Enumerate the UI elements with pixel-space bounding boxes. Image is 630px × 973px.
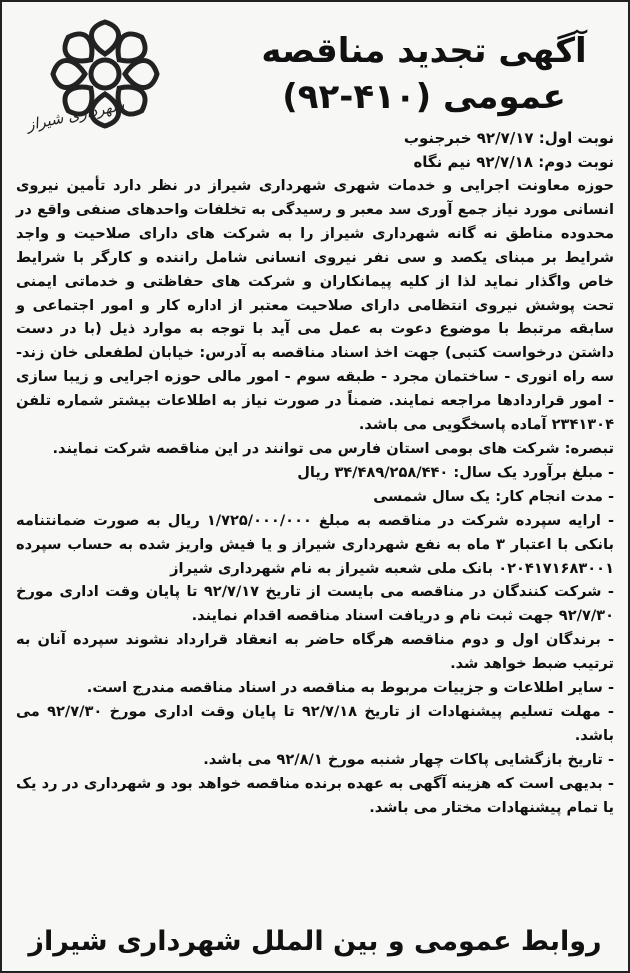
clause-details: - سایر اطلاعات و جزییات مربوط به مناقصه در اسناد مناقصه مندرج است. — [86, 679, 614, 697]
intro-paragraph: حوزه معاونت اجرایی و خدمات شهری شهرداری شیراز در نظر دارد تأمین نیروی انسانی مورد نیاز جمع آوری سد معبر و رسیدگی به تخلفات واحدهای صنفی واقع در محدوده مناطق نه گانه شهرداری شیراز را به شرکت های دارای صلاحیت و واجد شرایط بر مبنای یکصد و سی نفر نیروی انسانی شامل راننده و کارگر با شرایط خاص واگذار نماید لذا از کلیه پیمانکاران و شرکت های حفاظتی و خدماتی ایمنی تحت پوشش نیروی انتظامی دارای صلاحیت معتبر از اداره کار و امور اجتماعی و سابقه مرتبط با موضوع دعوت به عمل می آید با توجه به موارد ذیل (با در دست داشتن درخواست کتبی) جهت اخذ اسناد مناقصه به آدرس: خیابان لطفعلی خان زند-سه راه انوری - ساختمان مجرد - طبقه سوم - امور مالی حوزه اجرایی و زیبا سازی - امور قراردادها مراجعه نمایند. ضمناً در صورت نیاز به اطلاعات بیشتر شماره تلفن ۲۳۴۱۳۰۴ آماده پاسخگویی می باشد. — [16, 177, 614, 434]
clause-registration: - شرکت کنندگان در مناقصه می بایست از تاریخ ۹۲/۷/۱۷ تا پایان وقت اداری مورخ ۹۲/۷/۳۰ جهت ثبت نام و دریافت اسناد مناقصه اقدام نمایند. — [16, 583, 614, 625]
clause-deposit: - ارایه سپرده شرکت در مناقصه به مبلغ ۱/۷۲۵/۰۰۰/۰۰۰ ریال به صورت ضمانتنامه بانکی با اعتبار ۳ ماه به نفع شهرداری شیراز و یا فیش واریز شده به حساب سپرده ۰۲۰۴۱۷۱۶۸۳۰۰۱ بانک ملی شعبه شیراز به نام شهرداری شیراز — [16, 511, 614, 577]
issue-second: نوبت دوم: ۹۲/۷/۱۸ نیم نگاه — [413, 153, 614, 171]
notice-header — [12, 10, 618, 135]
clause-duration: - مدت انجام کار: یک سال شمسی — [373, 487, 614, 505]
clause-winners: - برندگان اول و دوم مناقصه هرگاه حاضر به انعقاد قرارداد نشوند سپرده آنان به ترتیب ضبط خواهد شد. — [16, 631, 614, 673]
notice-title — [244, 28, 604, 120]
clause-estimate: - مبلغ برآورد یک سال: ۳۴/۴۸۹/۲۵۸/۴۴۰ ریال — [297, 463, 614, 481]
clause-opening: - تاریخ بازگشایی پاکات چهار شنبه مورخ ۹۲/۸/۱ می باشد. — [203, 750, 614, 768]
note-paragraph: تبصره: شرکت های بومی استان فارس می توانند در این مناقصه شرکت نمایند. — [52, 439, 614, 457]
issue-first: نوبت اول: ۹۲/۷/۱۷ خبرجنوب — [403, 129, 614, 147]
clauses-list — [12, 461, 618, 820]
clause-submission: - مهلت تسلیم پیشنهادات از تاریخ ۹۲/۷/۱۸ تا پایان وقت اداری مورخ ۹۲/۷/۳۰ می باشد. — [16, 702, 614, 744]
title-line-2: عمومی (۴۱۰-۹۲) — [282, 77, 566, 117]
clause-costs: - بدیهی است که هزینه آگهی به عهده برنده مناقصه خواهد بود و شهرداری در رد یک یا تمام پیشنهادات مختار می باشد. — [16, 774, 614, 816]
title-line-1: آگهی تجدید مناقصه — [261, 31, 587, 71]
publisher-signature: روابط عمومی و بین الملل شهرداری شیراز — [28, 926, 602, 957]
logo-caption: شهرداری شیراز — [25, 95, 126, 135]
